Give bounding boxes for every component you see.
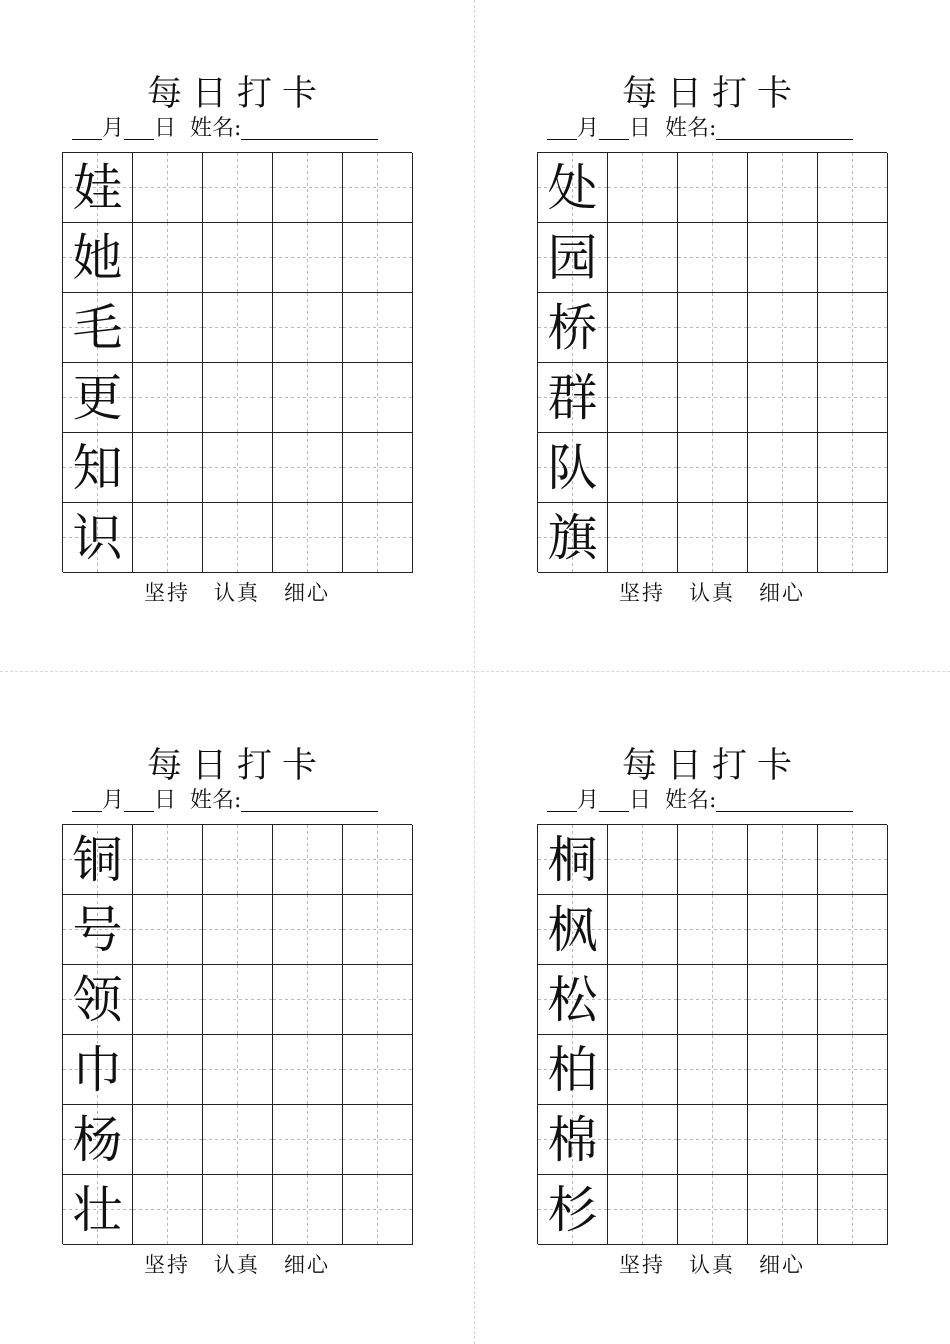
practice-cell[interactable]	[748, 293, 818, 363]
motto-line	[62, 1248, 412, 1282]
practice-cell[interactable]	[273, 433, 343, 503]
practice-cell[interactable]	[343, 503, 413, 573]
practice-cell[interactable]	[203, 895, 273, 965]
model-character: 队	[547, 438, 598, 497]
model-character: 棉	[547, 1110, 598, 1169]
motto-word: 坚持	[144, 581, 190, 605]
model-character: 壮	[72, 1180, 123, 1239]
motto-line	[62, 576, 412, 610]
name-blank[interactable]	[241, 789, 378, 812]
day-label: 日	[629, 116, 652, 141]
model-character: 处	[547, 158, 598, 217]
practice-cell[interactable]	[608, 223, 678, 293]
practice-cell[interactable]	[133, 363, 203, 433]
month-label: 月	[102, 788, 125, 813]
practice-cell[interactable]	[343, 895, 413, 965]
practice-cell[interactable]	[273, 1105, 343, 1175]
practice-cell[interactable]	[818, 293, 888, 363]
practice-cell[interactable]	[203, 153, 273, 223]
model-character: 号	[72, 900, 123, 959]
model-character-cell	[538, 363, 608, 433]
model-character-cell	[538, 1105, 608, 1175]
practice-cell[interactable]	[343, 1175, 413, 1245]
model-character: 柏	[547, 1040, 598, 1099]
model-character-cell	[63, 1105, 133, 1175]
month-label: 月	[577, 788, 600, 813]
practice-cell[interactable]	[133, 825, 203, 895]
practice-cell[interactable]	[273, 825, 343, 895]
practice-cell[interactable]	[203, 503, 273, 573]
practice-cell[interactable]	[273, 965, 343, 1035]
practice-cell[interactable]	[273, 223, 343, 293]
practice-cell[interactable]	[343, 965, 413, 1035]
practice-cell[interactable]	[608, 1175, 678, 1245]
practice-cell[interactable]	[133, 293, 203, 363]
practice-cell[interactable]	[203, 825, 273, 895]
model-character: 桐	[547, 830, 598, 889]
practice-cell[interactable]	[678, 503, 748, 573]
tianzige-grid	[62, 824, 412, 1244]
practice-cell[interactable]	[203, 433, 273, 503]
practice-cell[interactable]	[608, 433, 678, 503]
model-character-cell	[63, 433, 133, 503]
motto-word: 认真	[214, 581, 260, 605]
name-blank[interactable]	[241, 117, 378, 140]
motto-word: 坚持	[619, 1253, 665, 1277]
model-character-cell	[538, 895, 608, 965]
day-blank[interactable]	[124, 789, 154, 812]
name-blank[interactable]	[716, 117, 853, 140]
model-character-cell	[63, 223, 133, 293]
model-character-cell	[63, 825, 133, 895]
card-title: 每日打卡	[621, 746, 802, 786]
practice-cell[interactable]	[678, 433, 748, 503]
practice-cell[interactable]	[818, 825, 888, 895]
model-character-cell	[63, 503, 133, 573]
model-character: 铜	[72, 830, 123, 889]
model-character-cell	[538, 293, 608, 363]
name-label: 姓名:	[665, 116, 717, 141]
model-character: 娃	[72, 158, 123, 217]
practice-cell[interactable]	[133, 1175, 203, 1245]
practice-cell[interactable]	[608, 825, 678, 895]
practice-cell[interactable]	[273, 1175, 343, 1245]
card-title: 每日打卡	[146, 74, 327, 114]
model-character-cell	[538, 153, 608, 223]
practice-cell[interactable]	[203, 223, 273, 293]
practice-cell[interactable]	[748, 1105, 818, 1175]
model-character: 群	[547, 368, 598, 427]
model-character: 旗	[547, 508, 598, 567]
practice-cell[interactable]	[608, 293, 678, 363]
card-title: 每日打卡	[146, 746, 327, 786]
practice-cell[interactable]	[343, 1105, 413, 1175]
tianzige-grid	[62, 152, 412, 572]
practice-cell[interactable]	[273, 363, 343, 433]
name-label: 姓名:	[665, 788, 717, 813]
date-name-line	[547, 786, 887, 816]
model-character: 园	[547, 228, 598, 287]
practice-cell[interactable]	[678, 1035, 748, 1105]
practice-cell[interactable]	[133, 1035, 203, 1105]
practice-cell[interactable]	[818, 503, 888, 573]
practice-cell[interactable]	[748, 503, 818, 573]
motto-line	[537, 576, 887, 610]
practice-cell[interactable]	[273, 293, 343, 363]
practice-cell[interactable]	[343, 363, 413, 433]
model-character-cell	[63, 293, 133, 363]
model-character-cell	[63, 153, 133, 223]
motto-line	[537, 1248, 887, 1282]
date-name-line	[72, 114, 412, 144]
model-character: 松	[547, 970, 598, 1029]
model-character-cell	[538, 433, 608, 503]
practice-card	[62, 744, 412, 1304]
motto-word: 细心	[284, 1253, 330, 1277]
practice-cell[interactable]	[818, 433, 888, 503]
practice-cell[interactable]	[608, 363, 678, 433]
practice-cell[interactable]	[748, 965, 818, 1035]
month-blank[interactable]	[547, 117, 577, 140]
practice-card	[62, 72, 412, 632]
practice-cell[interactable]	[678, 293, 748, 363]
date-name-line	[547, 114, 887, 144]
practice-cell[interactable]	[818, 1035, 888, 1105]
practice-cell[interactable]	[678, 223, 748, 293]
model-character: 巾	[72, 1040, 123, 1099]
model-character-cell	[538, 1175, 608, 1245]
practice-cell[interactable]	[678, 153, 748, 223]
practice-cell[interactable]	[678, 965, 748, 1035]
day-blank[interactable]	[599, 789, 629, 812]
month-label: 月	[577, 116, 600, 141]
model-character-cell	[538, 503, 608, 573]
practice-cell[interactable]	[203, 363, 273, 433]
tianzige-grid	[537, 824, 887, 1244]
model-character: 更	[72, 368, 123, 427]
day-label: 日	[154, 116, 177, 141]
motto-word: 细心	[284, 581, 330, 605]
practice-cell[interactable]	[748, 433, 818, 503]
practice-cell[interactable]	[678, 895, 748, 965]
date-name-line	[72, 786, 412, 816]
motto-word: 坚持	[144, 1253, 190, 1277]
model-character-cell	[63, 965, 133, 1035]
practice-cell[interactable]	[608, 895, 678, 965]
practice-cell[interactable]	[678, 1105, 748, 1175]
practice-cell[interactable]	[608, 503, 678, 573]
month-blank[interactable]	[547, 789, 577, 812]
practice-cell[interactable]	[273, 153, 343, 223]
tianzige-grid	[537, 152, 887, 572]
practice-cell[interactable]	[133, 223, 203, 293]
practice-cell[interactable]	[748, 1035, 818, 1105]
practice-cell[interactable]	[343, 293, 413, 363]
practice-cell[interactable]	[343, 825, 413, 895]
practice-cell[interactable]	[818, 1105, 888, 1175]
practice-cell[interactable]	[678, 363, 748, 433]
practice-cell[interactable]	[608, 1035, 678, 1105]
month-label: 月	[102, 116, 125, 141]
model-character-cell	[63, 1035, 133, 1105]
practice-cell[interactable]	[133, 965, 203, 1035]
practice-cell[interactable]	[133, 895, 203, 965]
model-character-cell	[63, 895, 133, 965]
card-title: 每日打卡	[621, 74, 802, 114]
model-character: 桥	[547, 298, 598, 357]
model-character: 杨	[72, 1110, 123, 1169]
practice-cell[interactable]	[678, 1175, 748, 1245]
horizontal-cut-line	[0, 671, 950, 672]
model-character-cell	[63, 363, 133, 433]
practice-cell[interactable]	[748, 223, 818, 293]
practice-cell[interactable]	[748, 363, 818, 433]
practice-cell[interactable]	[133, 153, 203, 223]
practice-cell[interactable]	[133, 433, 203, 503]
model-character-cell	[538, 1035, 608, 1105]
month-blank[interactable]	[72, 117, 102, 140]
model-character: 领	[72, 970, 123, 1029]
name-label: 姓名:	[190, 116, 242, 141]
model-character: 枫	[547, 900, 598, 959]
month-blank[interactable]	[72, 789, 102, 812]
practice-cell[interactable]	[818, 895, 888, 965]
practice-cell[interactable]	[748, 1175, 818, 1245]
practice-cell[interactable]	[748, 825, 818, 895]
day-blank[interactable]	[599, 117, 629, 140]
practice-cell[interactable]	[818, 363, 888, 433]
model-character: 她	[72, 228, 123, 287]
model-character-cell	[538, 965, 608, 1035]
practice-cell[interactable]	[748, 153, 818, 223]
practice-cell[interactable]	[608, 153, 678, 223]
model-character-cell	[538, 825, 608, 895]
practice-cell[interactable]	[273, 895, 343, 965]
practice-cell[interactable]	[133, 1105, 203, 1175]
motto-word: 认真	[689, 1253, 735, 1277]
name-label: 姓名:	[190, 788, 242, 813]
practice-cell[interactable]	[748, 895, 818, 965]
practice-cell[interactable]	[343, 433, 413, 503]
practice-cell[interactable]	[608, 1105, 678, 1175]
practice-cell[interactable]	[273, 503, 343, 573]
practice-card	[537, 72, 887, 632]
practice-cell[interactable]	[203, 1105, 273, 1175]
model-character: 知	[72, 438, 123, 497]
motto-word: 细心	[759, 1253, 805, 1277]
motto-word: 坚持	[619, 581, 665, 605]
model-character: 毛	[72, 298, 123, 357]
practice-cell[interactable]	[678, 825, 748, 895]
practice-cell[interactable]	[203, 965, 273, 1035]
practice-cell[interactable]	[818, 223, 888, 293]
practice-cell[interactable]	[818, 1175, 888, 1245]
day-label: 日	[154, 788, 177, 813]
practice-cell[interactable]	[818, 965, 888, 1035]
practice-cell[interactable]	[203, 293, 273, 363]
practice-cell[interactable]	[133, 503, 203, 573]
practice-cell[interactable]	[343, 1035, 413, 1105]
model-character-cell	[63, 1175, 133, 1245]
practice-cell[interactable]	[343, 223, 413, 293]
day-blank[interactable]	[124, 117, 154, 140]
model-character-cell	[538, 223, 608, 293]
model-character: 识	[72, 508, 123, 567]
practice-cell[interactable]	[818, 153, 888, 223]
practice-cell[interactable]	[273, 1035, 343, 1105]
practice-cell[interactable]	[203, 1035, 273, 1105]
practice-cell[interactable]	[343, 153, 413, 223]
vertical-cut-line	[474, 0, 475, 1344]
practice-cell[interactable]	[203, 1175, 273, 1245]
motto-word: 认真	[214, 1253, 260, 1277]
motto-word: 细心	[759, 581, 805, 605]
name-blank[interactable]	[716, 789, 853, 812]
motto-word: 认真	[689, 581, 735, 605]
day-label: 日	[629, 788, 652, 813]
practice-cell[interactable]	[608, 965, 678, 1035]
model-character: 杉	[547, 1180, 598, 1239]
practice-card	[537, 744, 887, 1304]
